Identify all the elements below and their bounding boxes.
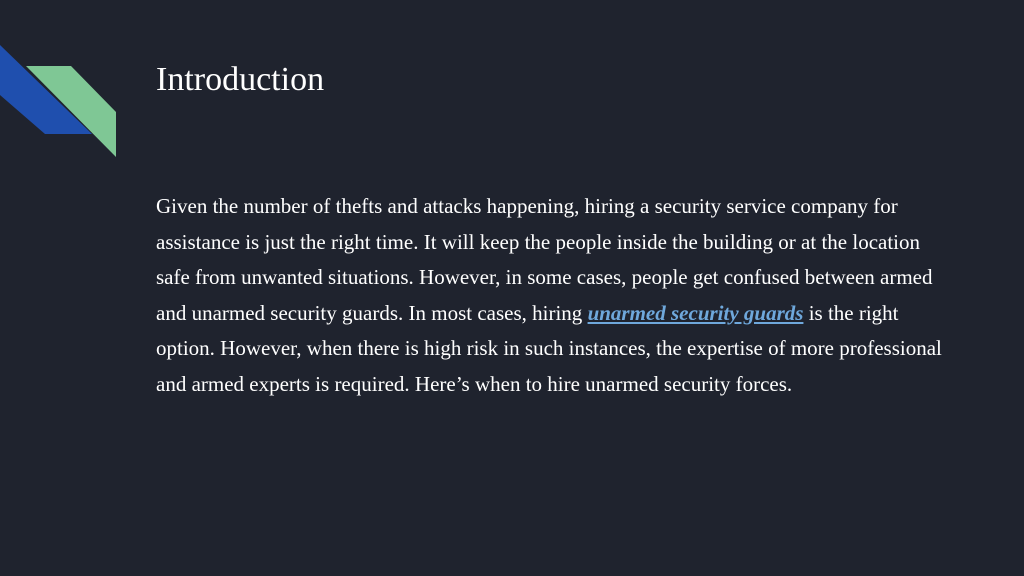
paragraph-text-end: is the right option. However, when there is high risk in such instances, the expertise of more professional and armed experts is required. Here’s when to hire unarmed security forces. <box>156 300 942 396</box>
unarmed-security-guards-link[interactable]: unarmed security guards <box>587 300 804 325</box>
slide-title: Introduction <box>156 61 325 98</box>
intro-paragraph <box>156 189 946 402</box>
corner-decoration <box>0 0 130 170</box>
paragraph-text-start: Given the number of thefts and attacks happening, hiring a security service company for assistance is just the right time. It will keep the people inside the building or at the location safe from unwanted situations. However, in some cases, people get confused between armed and unarmed security guards. In most cases, hiring <box>156 194 933 325</box>
